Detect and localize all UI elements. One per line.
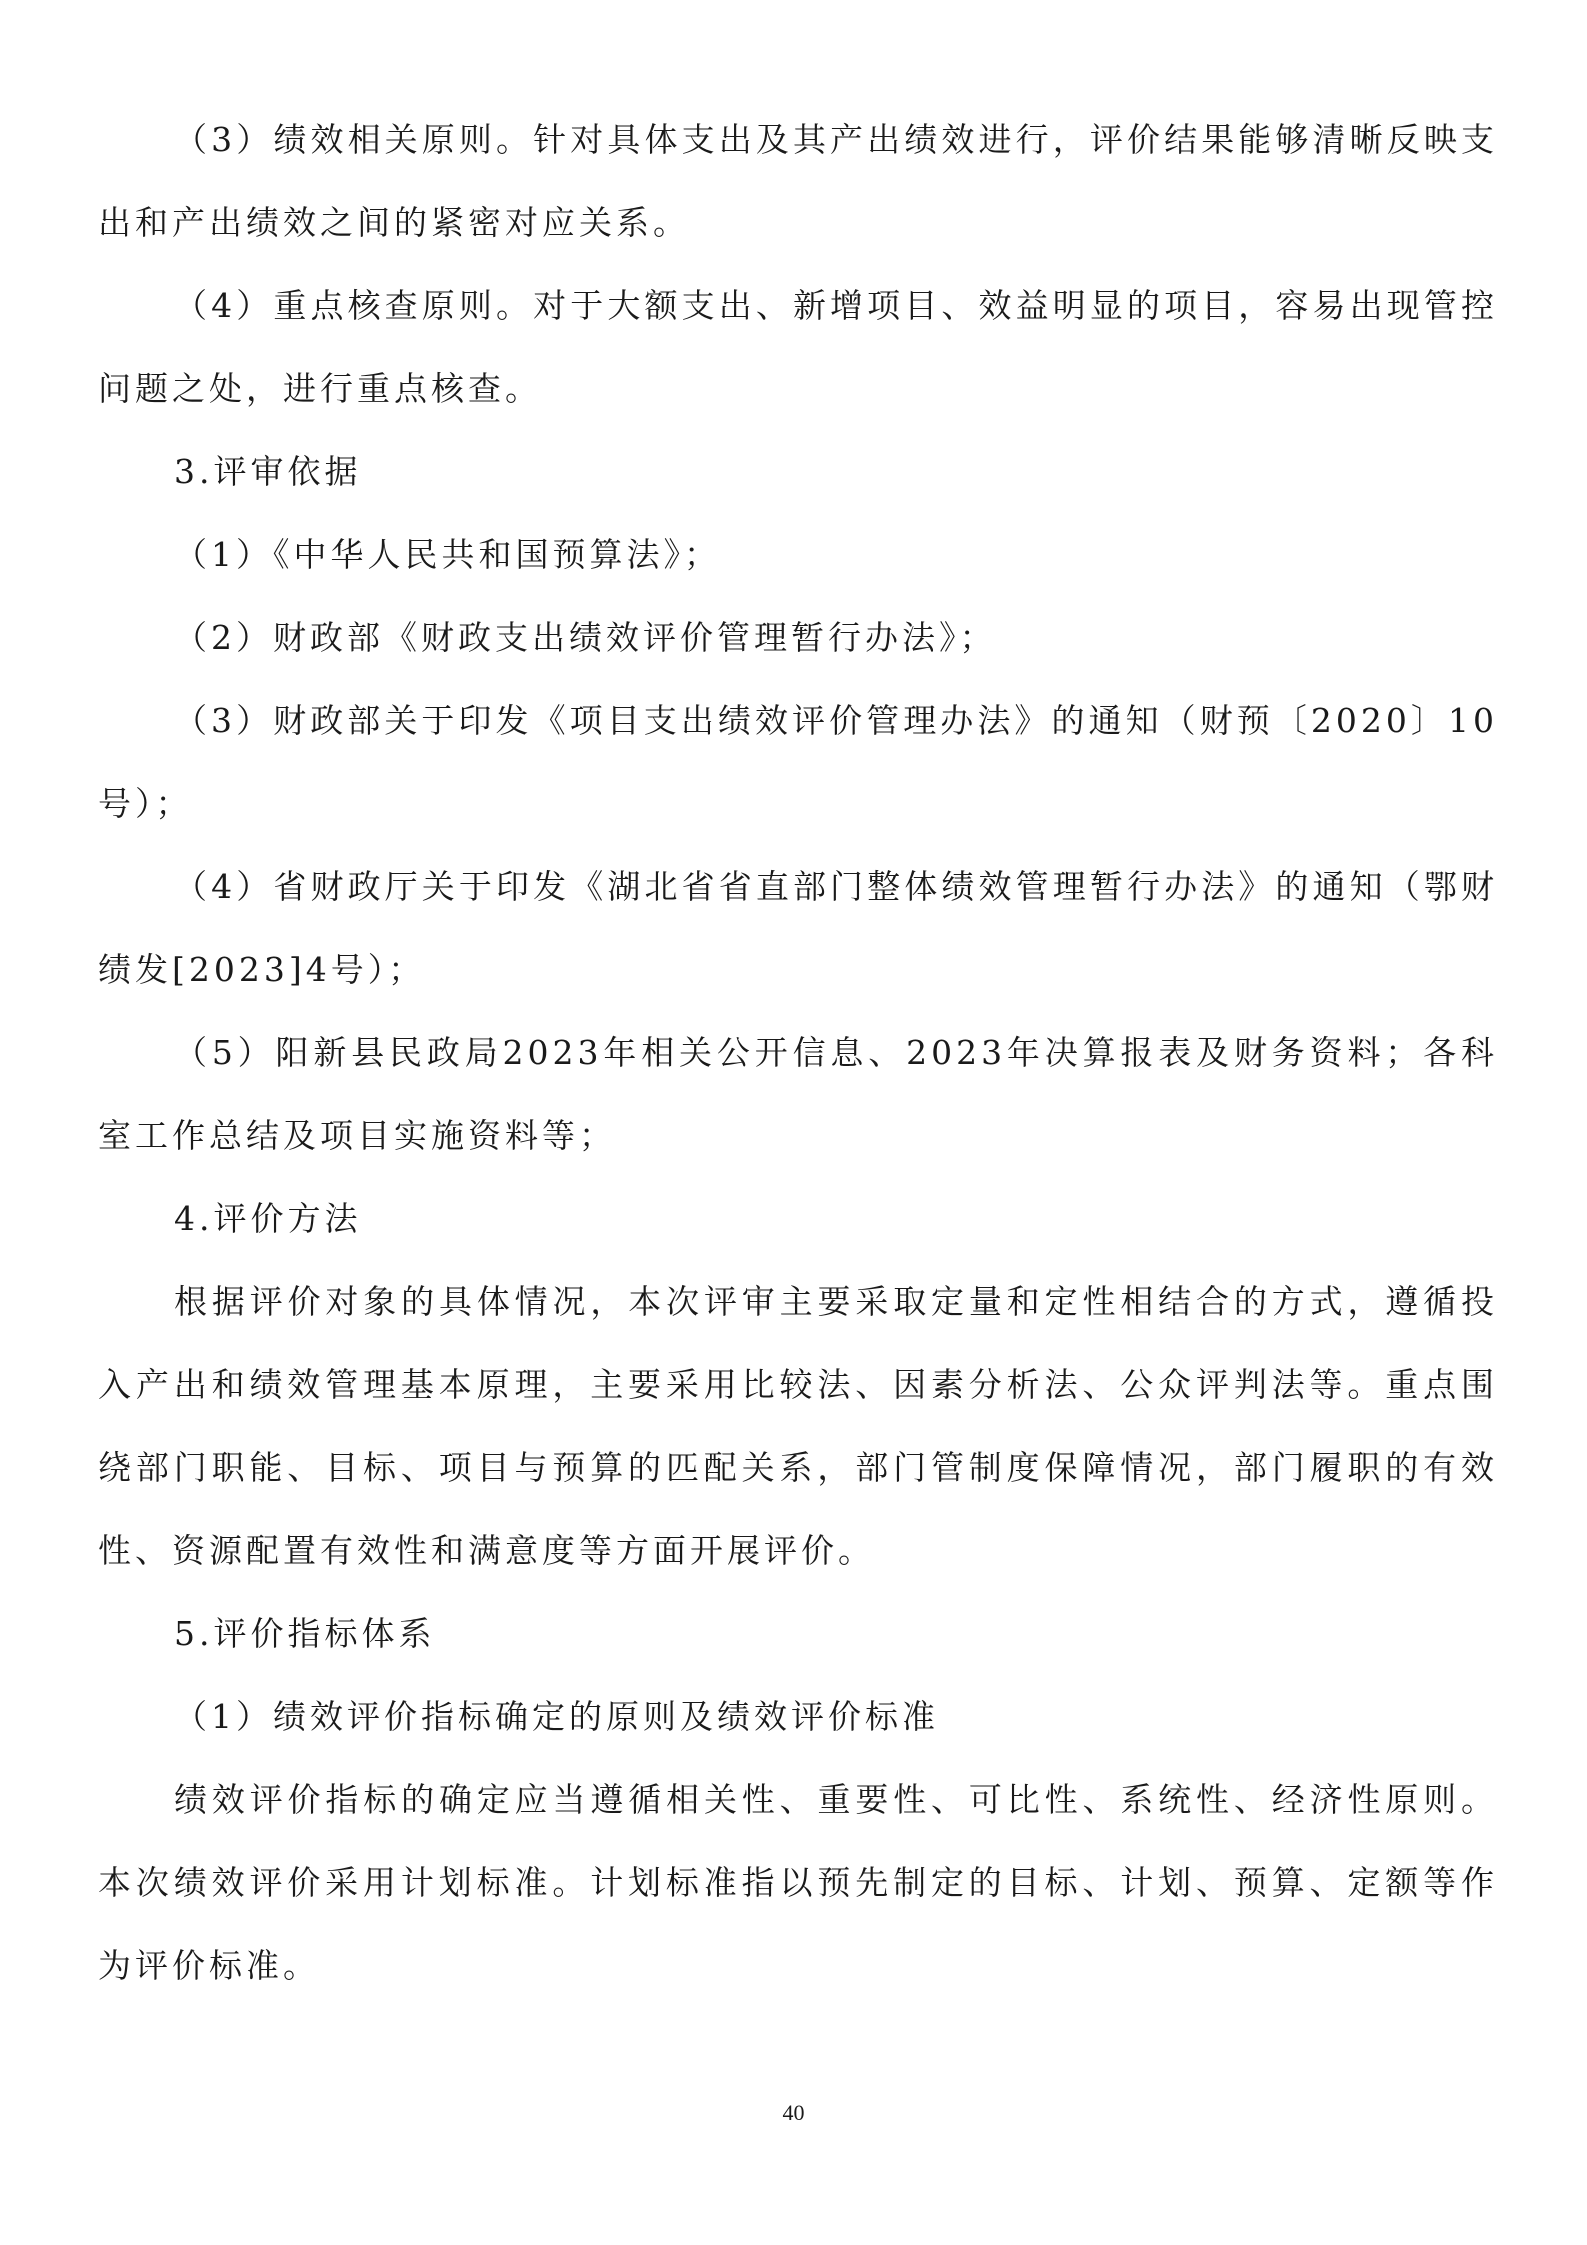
paragraph-principle-3: （3）绩效相关原则。针对具体支出及其产出绩效进行，评价结果能够清晰反映支出和产出绩效之间的紧密对应关系。 [98, 120, 1498, 242]
section-heading-review-basis: 3.评审依据 [174, 452, 362, 491]
paragraph-evaluation-method: 根据评价对象的具体情况，本次评审主要采取定量和定性相结合的方式，遵循投入产出和绩效管理基本原理，主要采用比较法、因素分析法、公众评判法等。重点围绕部门职能、目标、项目与预算的匹配关系，部门管制度保障情况，部门履职的有效性、资源配置有效性和满意度等方面开展评价。 [98, 1282, 1498, 1570]
paragraph-basis-1: （1）《中华人民共和国预算法》； [174, 535, 721, 574]
paragraph-basis-5: （5）阳新县民政局2023年相关公开信息、2023年决算报表及财务资料；各科室工作总结及项目实施资料等； [98, 1033, 1498, 1155]
section-heading-indicator-system: 5.评价指标体系 [174, 1614, 436, 1653]
paragraph-indicator-principles-title: （1）绩效评价指标确定的原则及绩效评价标准 [174, 1697, 939, 1736]
section-heading-evaluation-method: 4.评价方法 [174, 1199, 362, 1238]
paragraph-indicator-principles: 绩效评价指标的确定应当遵循相关性、重要性、可比性、系统性、经济性原则。本次绩效评价采用计划标准。计划标准指以预先制定的目标、计划、预算、定额等作为评价标准。 [98, 1780, 1498, 1985]
page-number: 40 [782, 2100, 805, 2125]
paragraph-basis-2: （2）财政部《财政支出绩效评价管理暂行办法》； [174, 618, 997, 657]
document-body [98, 98, 1498, 2007]
paragraph-basis-4: （4）省财政厅关于印发《湖北省省直部门整体绩效管理暂行办法》的通知（鄂财绩发[2023]4号）； [98, 867, 1498, 989]
paragraph-basis-3: （3）财政部关于印发《项目支出绩效评价管理办法》的通知（财预〔2020〕10号）； [98, 701, 1498, 823]
paragraph-principle-4: （4）重点核查原则。对于大额支出、新增项目、效益明显的项目，容易出现管控问题之处，进行重点核查。 [98, 286, 1498, 408]
